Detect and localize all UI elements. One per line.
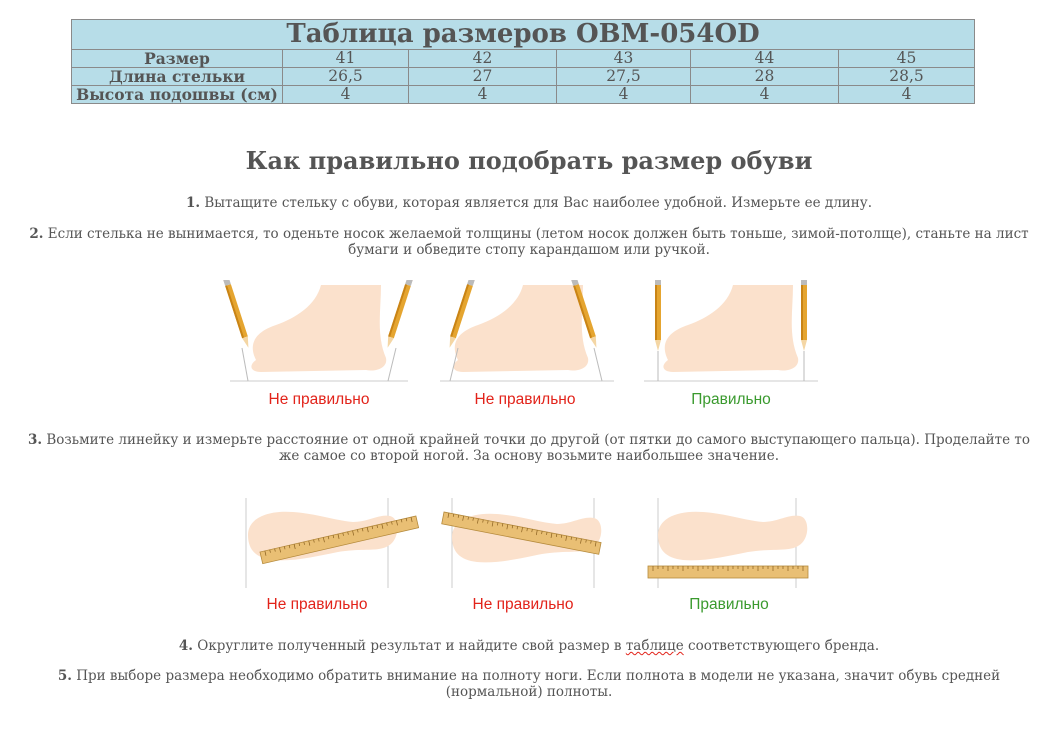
table-cell: 4 xyxy=(409,86,557,104)
table-cell: 44 xyxy=(691,50,839,68)
table-cell: 26,5 xyxy=(283,68,409,86)
page-heading: Как правильно подобрать размер обуви xyxy=(245,146,813,175)
table-title: Таблица размеров OBM-054OD xyxy=(72,20,975,50)
table-cell: 4 xyxy=(557,86,691,104)
step-5: 5. При выборе размера необходимо обратить внимание на полноту ноги. Если полнота в модели не указана, значит обувь средней (нормальной) полноты. xyxy=(57,668,1001,700)
table-cell: 43 xyxy=(557,50,691,68)
table-cell: 4 xyxy=(691,86,839,104)
pencil-label-wrong-2: Не правильно xyxy=(474,391,576,408)
row-label: Длина стельки xyxy=(72,68,283,86)
table-cell: 27 xyxy=(409,68,557,86)
ruler-label-right: Правильно xyxy=(689,596,769,613)
pencil-label-wrong-1: Не правильно xyxy=(268,391,370,408)
table-cell: 4 xyxy=(283,86,409,104)
table-row xyxy=(72,86,975,104)
step-2: 2. Если стелька не вынимается, то оденьте носок желаемой толщины (летом носок должен быть тоньше, зимой-потолще), станьте на лист бумаги и обведите стопу карандашом или ручкой. xyxy=(29,226,1029,258)
table-cell: 28,5 xyxy=(839,68,975,86)
table-cell: 41 xyxy=(283,50,409,68)
step-4: 4. Округлите полученный результат и найдите свой размер в таблице соответствующего бренда. xyxy=(178,638,880,654)
ruler-label-wrong-2: Не правильно xyxy=(472,596,574,613)
table-cell: 4 xyxy=(839,86,975,104)
row-label: Размер xyxy=(72,50,283,68)
pencil-tracing-illustration xyxy=(218,280,828,390)
table-cell: 45 xyxy=(839,50,975,68)
table-cell: 28 xyxy=(691,68,839,86)
size-table xyxy=(71,19,975,104)
table-cell: 42 xyxy=(409,50,557,68)
ruler-label-wrong-1: Не правильно xyxy=(266,596,368,613)
pencil-label-right: Правильно xyxy=(691,391,771,408)
table-row xyxy=(72,50,975,68)
step-1: 1. Вытащите стельку с обуви, которая является для Вас наиболее удобной. Измерьте ее длину. xyxy=(185,195,873,211)
table-cell: 27,5 xyxy=(557,68,691,86)
table-row xyxy=(72,68,975,86)
row-label: Высота подошвы (см) xyxy=(72,86,283,104)
step-3: 3. Возьмите линейку и измерьте расстояние от одной крайней точки до другой (от пятки до самого выступающего пальца). Проделайте то же самое со второй ногой. За основу возьмите наибольшее значение. xyxy=(27,432,1031,464)
ruler-measuring-illustration xyxy=(238,496,818,591)
